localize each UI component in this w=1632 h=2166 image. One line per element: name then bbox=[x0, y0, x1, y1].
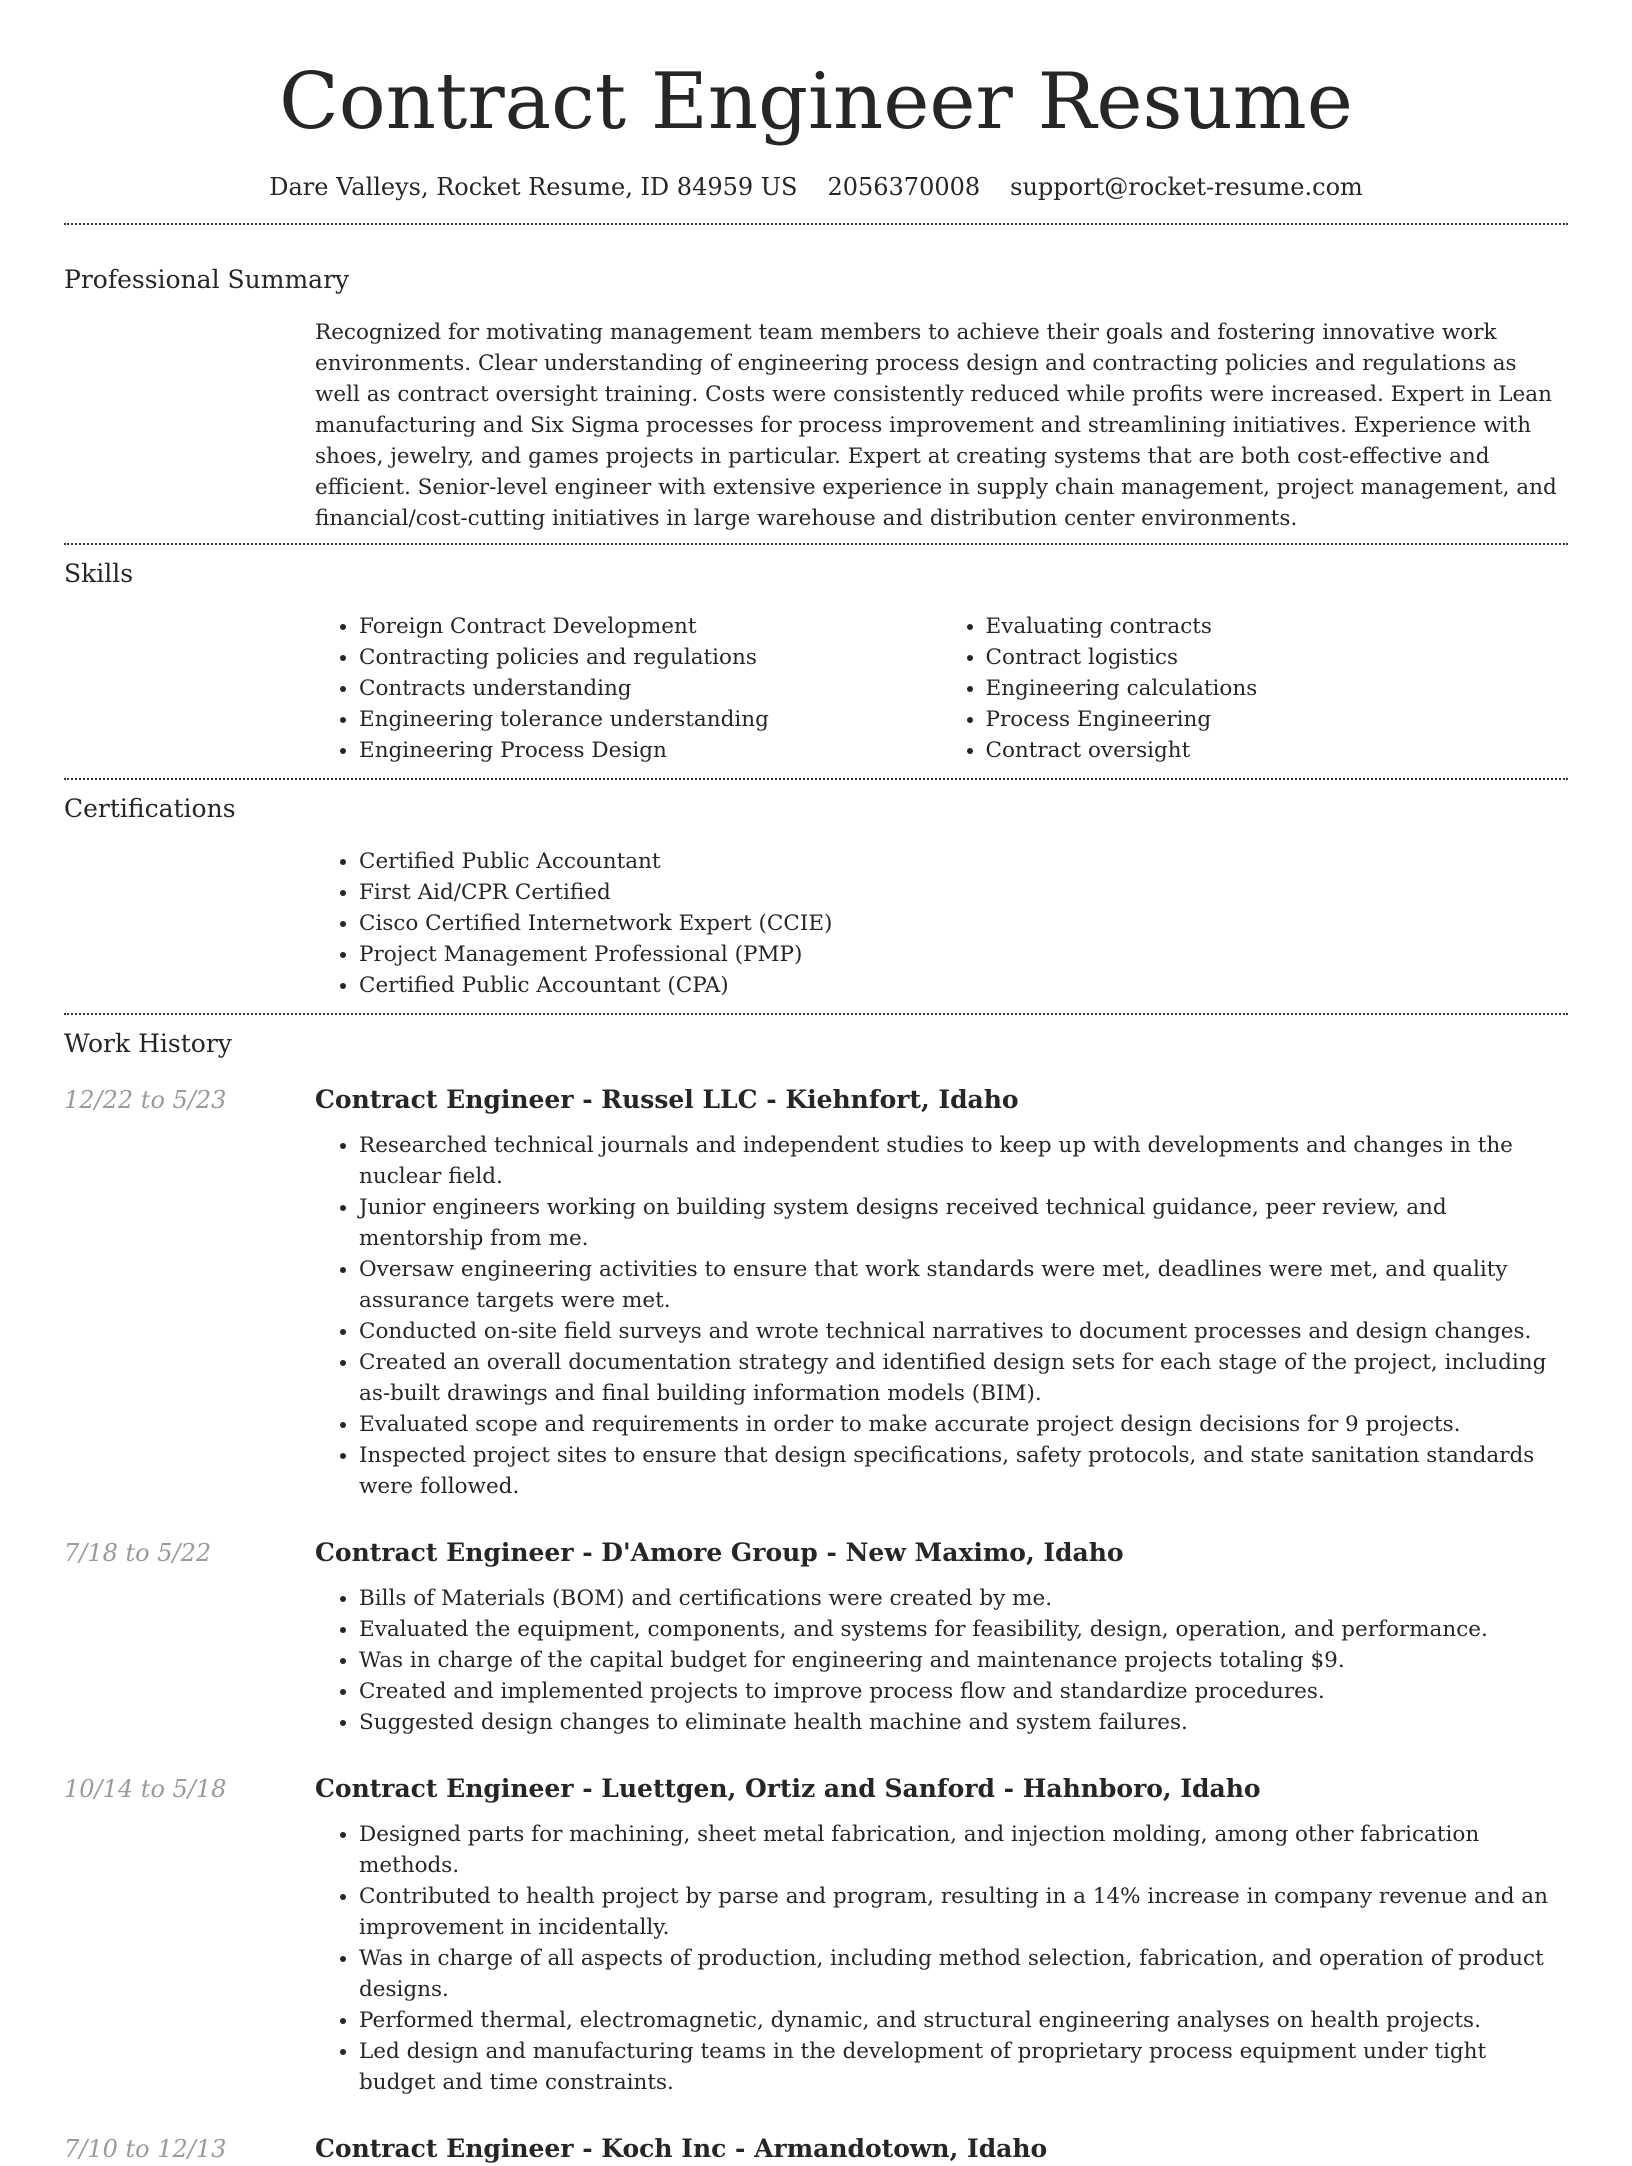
list-item: • Designed parts for machining, sheet metal fabrication, and injection molding, among other fabrication methods. bbox=[359, 1819, 1568, 1881]
list-item: • Engineering tolerance understanding bbox=[359, 704, 942, 735]
contact-email: support@rocket-resume.com bbox=[1010, 173, 1363, 201]
list-item: • Evaluated the equipment, components, and systems for feasibility, design, operation, and performance. bbox=[359, 1614, 1568, 1645]
list-item: • Was in charge of all aspects of production, including method selection, fabrication, and operation of product designs. bbox=[359, 1943, 1568, 2005]
list-item: • Evaluating contracts bbox=[986, 611, 1569, 642]
job-entry bbox=[64, 1083, 1568, 1502]
list-item: • Contracts understanding bbox=[359, 673, 942, 704]
job-entry bbox=[64, 1772, 1568, 2098]
job-title: Contract Engineer - Russel LLC - Kiehnfort, Idaho bbox=[315, 1085, 1019, 1114]
list-item: • First Aid/CPR Certified bbox=[359, 877, 1568, 908]
list-item: • Led design and manufacturing teams in the development of proprietary process equipment under tight budget and time constraints. bbox=[359, 2036, 1568, 2098]
list-item: • Contributed to health project by parse and program, resulting in a 14% increase in company revenue and an improvement in incidentally. bbox=[359, 1881, 1568, 1943]
header-divider bbox=[64, 223, 1568, 225]
list-item: • Cisco Certified Internetwork Expert (CCIE) bbox=[359, 908, 1568, 939]
list-item: • Inspected project sites to ensure that design specifications, safety protocols, and state sanitation standards were followed. bbox=[359, 1440, 1568, 1502]
job-title: Contract Engineer - Luettgen, Ortiz and Sanford - Hahnboro, Idaho bbox=[315, 1774, 1261, 1803]
job-dates: 7/18 to 5/22 bbox=[64, 1539, 212, 1567]
job-dates: 10/14 to 5/18 bbox=[64, 1775, 227, 1803]
job-details bbox=[315, 1772, 1568, 2098]
job-details bbox=[315, 1083, 1568, 1502]
job-title: Contract Engineer - Koch Inc - Armandotown, Idaho bbox=[315, 2134, 1048, 2163]
skills-list-left bbox=[315, 611, 942, 766]
job-bullets bbox=[315, 1130, 1568, 1502]
job-title: Contract Engineer - D'Amore Group - New Maximo, Idaho bbox=[315, 1538, 1124, 1567]
list-item: • Contract logistics bbox=[986, 642, 1569, 673]
list-item: • Researched technical journals and independent studies to keep up with developments and changes in the nuclear field. bbox=[359, 1130, 1568, 1192]
list-item: • Certified Public Accountant (CPA) bbox=[359, 970, 1568, 1001]
work-history-section bbox=[64, 1027, 1568, 2166]
list-item: • Contract oversight bbox=[986, 735, 1569, 766]
job-dates: 12/22 to 5/23 bbox=[64, 1086, 227, 1114]
skills-section bbox=[64, 557, 1568, 766]
list-item: • Process Engineering bbox=[986, 704, 1569, 735]
certifications-section bbox=[64, 792, 1568, 1001]
list-item: • Evaluated scope and requirements in order to make accurate project design decisions for 9 projects. bbox=[359, 1409, 1568, 1440]
summary-section bbox=[64, 263, 1568, 534]
list-item: • Contracting policies and regulations bbox=[359, 642, 942, 673]
certifications-divider bbox=[64, 1013, 1568, 1015]
job-bullets bbox=[315, 1583, 1568, 1738]
list-item: • Was in charge of the capital budget for engineering and maintenance projects totaling $9. bbox=[359, 1645, 1568, 1676]
job-bullets bbox=[315, 1819, 1568, 2098]
contact-line bbox=[64, 170, 1568, 204]
resume-title: Contract Engineer Resume bbox=[279, 57, 1353, 147]
summary-text: Recognized for motivating management team members to achieve their goals and fostering innovative work environments. Clear understanding of engineering process design and contracting policies and regulations as well as contract oversight training. Costs were consistently reduced while profits were increased. Expert in Lean manufacturing and Six Sigma processes for process improvement and streamlining initiatives. Experience with shoes, jewelry, and games projects in particular. Expert at creating systems that are both cost-effective and efficient. Senior-level engineer with extensive experience in supply chain management, project management, and financial/cost-cutting initiatives in large warehouse and distribution center environments. bbox=[315, 320, 1557, 531]
list-item: • Created an overall documentation strategy and identified design sets for each stage of the project, including as-built drawings and final building information models (BIM). bbox=[359, 1347, 1568, 1409]
list-item: • Project Management Professional (PMP) bbox=[359, 939, 1568, 970]
job-details bbox=[315, 2132, 1568, 2166]
job-details bbox=[315, 1536, 1568, 1738]
contact-phone: 2056370008 bbox=[827, 173, 981, 201]
job-entry bbox=[64, 2132, 1568, 2166]
resume-page bbox=[64, 0, 1568, 2166]
job-entry bbox=[64, 1536, 1568, 1738]
certifications-heading: Certifications bbox=[64, 794, 236, 823]
list-item: • Suggested design changes to eliminate health machine and system failures. bbox=[359, 1707, 1568, 1738]
skills-list-right bbox=[942, 611, 1569, 766]
summary-divider bbox=[64, 543, 1568, 545]
list-item: • Performed thermal, electromagnetic, dynamic, and structural engineering analyses on health projects. bbox=[359, 2005, 1568, 2036]
work-history-heading: Work History bbox=[64, 1029, 232, 1058]
list-item: • Bills of Materials (BOM) and certifications were created by me. bbox=[359, 1583, 1568, 1614]
list-item: • Conducted on-site field surveys and wrote technical narratives to document processes and design changes. bbox=[359, 1316, 1568, 1347]
list-item: • Oversaw engineering activities to ensure that work standards were met, deadlines were met, and quality assurance targets were met. bbox=[359, 1254, 1568, 1316]
summary-heading: Professional Summary bbox=[64, 265, 350, 294]
list-item: • Engineering calculations bbox=[986, 673, 1569, 704]
contact-address: Dare Valleys, Rocket Resume, ID 84959 US bbox=[269, 173, 798, 201]
list-item: • Junior engineers working on building system designs received technical guidance, peer review, and mentorship from me. bbox=[359, 1192, 1568, 1254]
certifications-list bbox=[315, 846, 1568, 1001]
list-item: • Foreign Contract Development bbox=[359, 611, 942, 642]
certifications-body bbox=[315, 846, 1568, 1001]
skills-heading: Skills bbox=[64, 559, 134, 588]
list-item: • Engineering Process Design bbox=[359, 735, 942, 766]
skills-divider bbox=[64, 778, 1568, 780]
list-item: • Created and implemented projects to improve process flow and standardize procedures. bbox=[359, 1676, 1568, 1707]
list-item: • Certified Public Accountant bbox=[359, 846, 1568, 877]
summary-body bbox=[315, 317, 1568, 534]
skills-body bbox=[315, 611, 1568, 766]
job-dates: 7/10 to 12/13 bbox=[64, 2135, 227, 2163]
